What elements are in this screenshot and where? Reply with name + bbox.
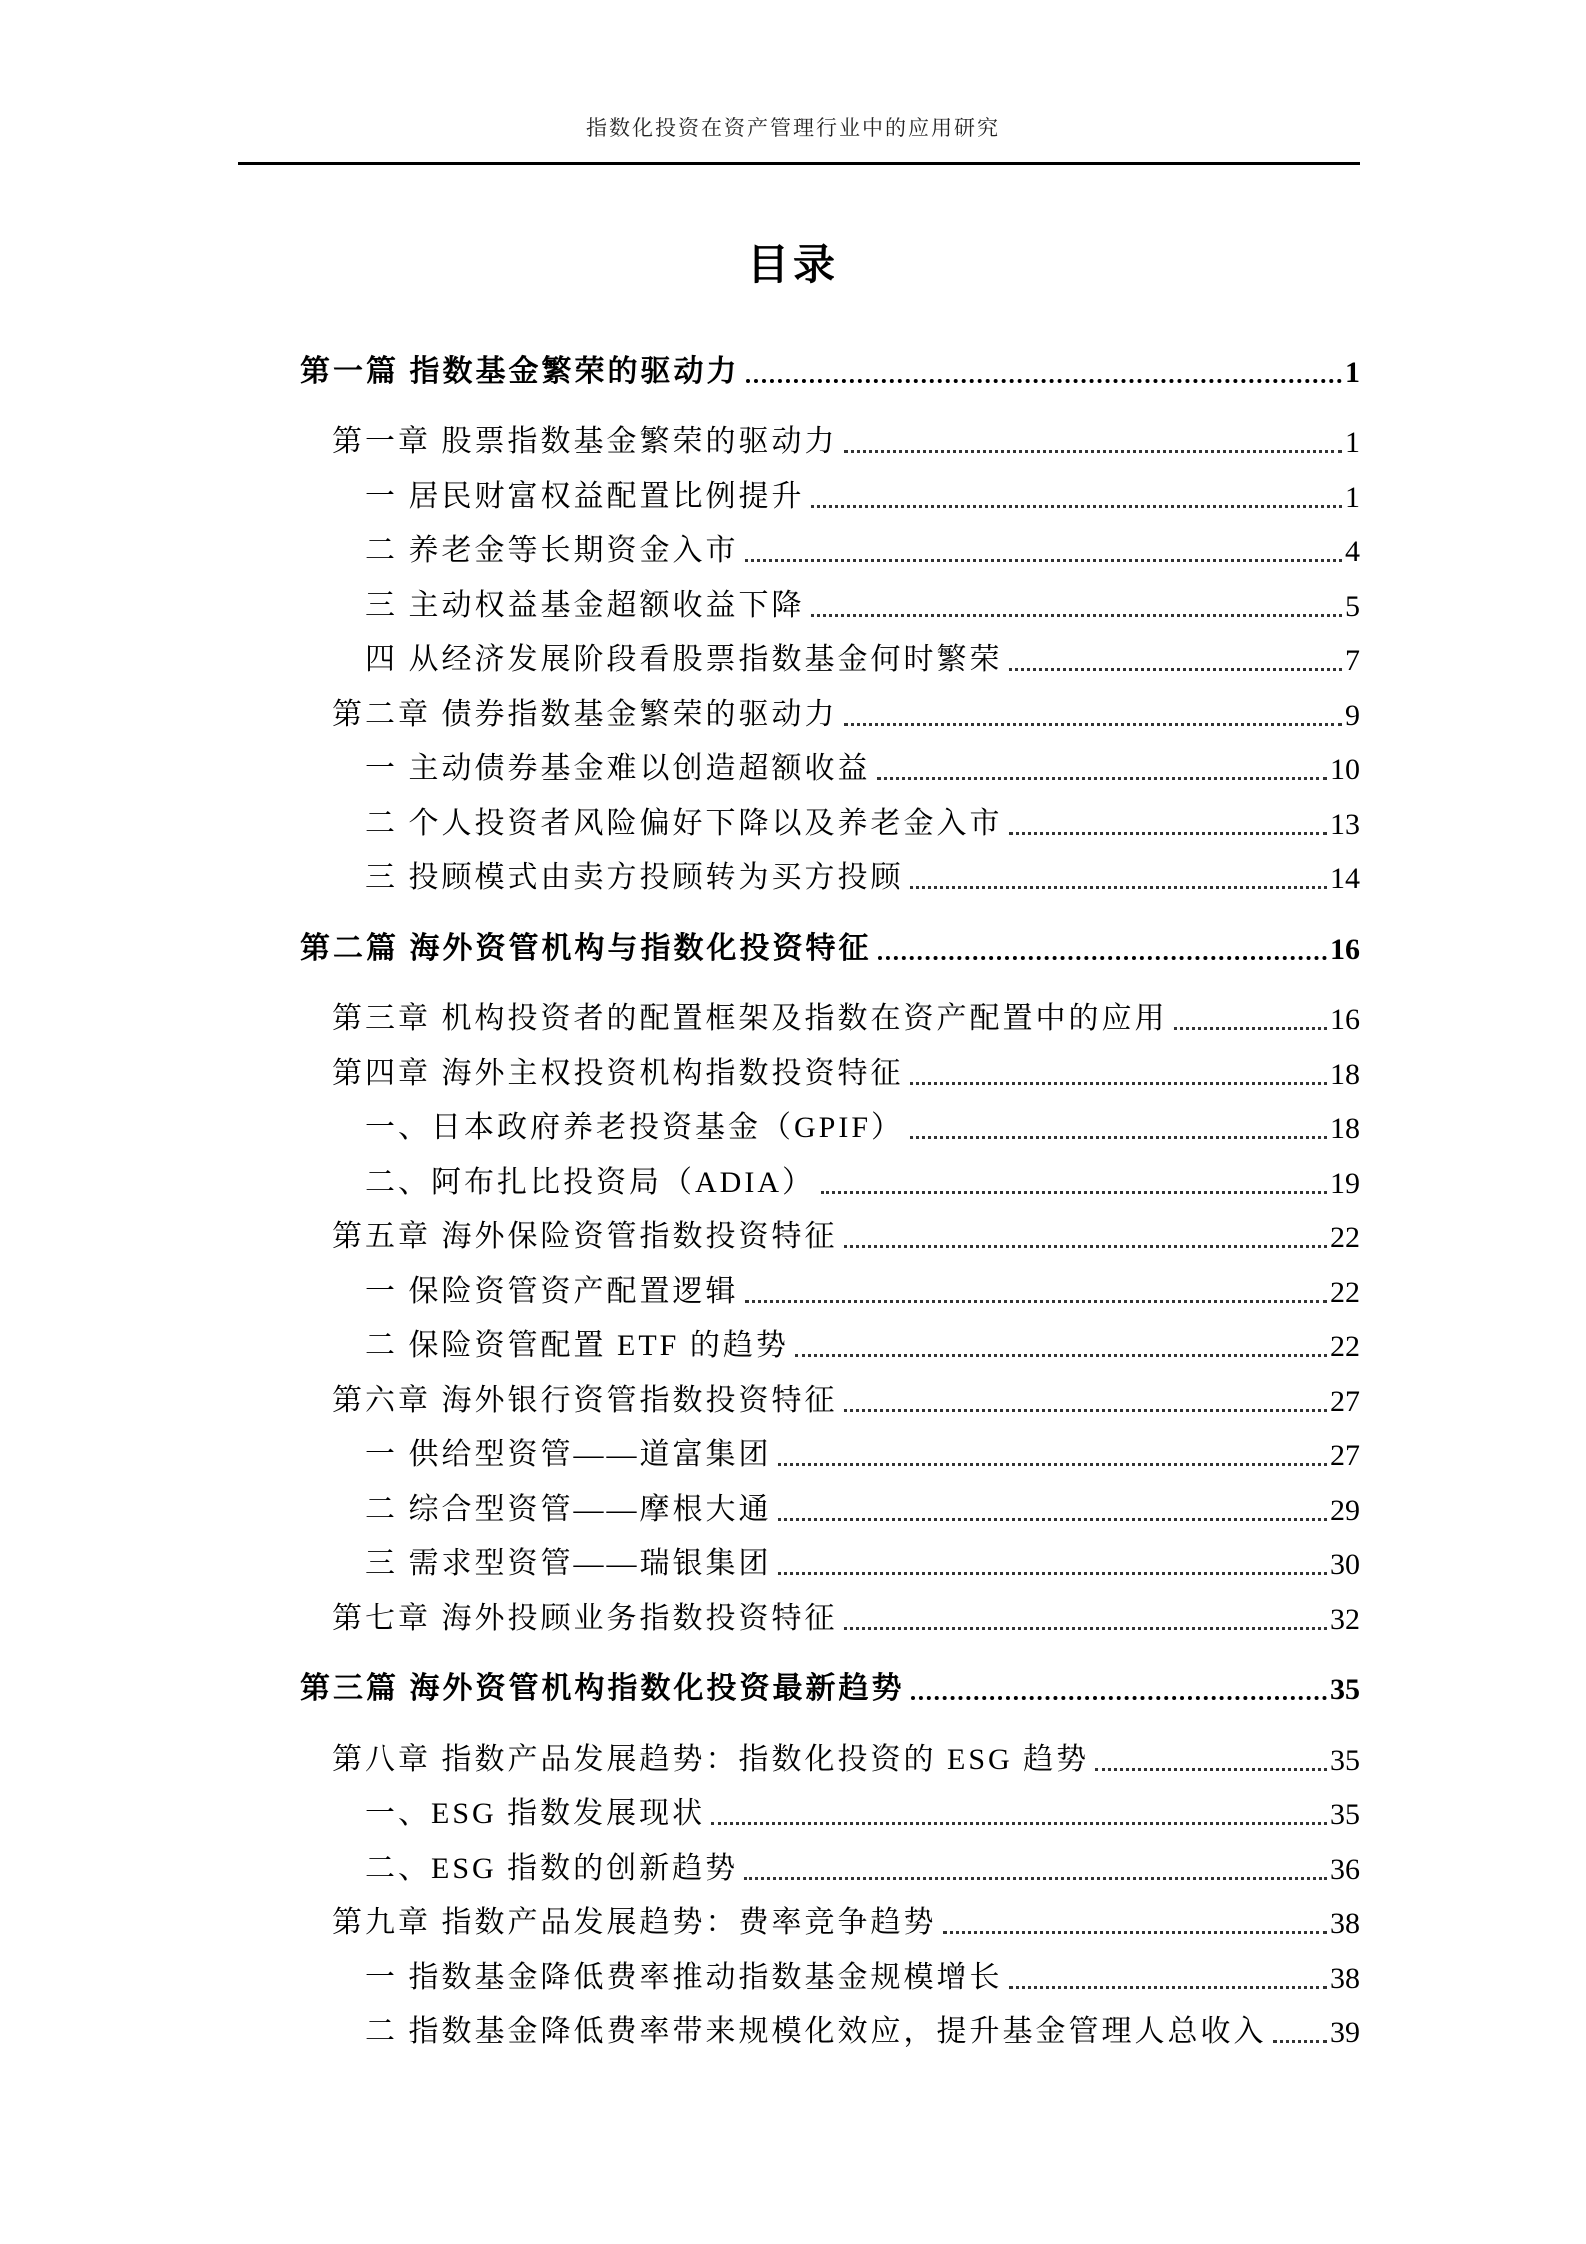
toc-entry-label: 一、日本政府养老投资基金（GPIF）	[365, 1111, 905, 1144]
toc-entry-label: 一 居民财富权益配置比例提升	[365, 479, 805, 513]
toc-entry-page: 35	[1330, 1673, 1360, 1706]
toc-entry-label: 第六章 海外银行资管指数投资特征	[332, 1383, 838, 1417]
toc-entry-page: 18	[1330, 1057, 1360, 1091]
toc-entry-label: 二 指数基金降低费率带来规模化效应，提升基金管理人总收入	[365, 2015, 1267, 2048]
dot-leader	[1009, 1986, 1328, 1989]
toc-entry-page: 38	[1330, 1907, 1360, 1940]
toc-entry-chapter[interactable]	[0, 1213, 1586, 1268]
toc-entry-page: 5	[1345, 589, 1360, 623]
toc-entry-label: 三 需求型资管——瑞银集团	[365, 1547, 772, 1580]
dot-leader	[878, 956, 1328, 960]
toc-entry-chapter[interactable]	[0, 1735, 1586, 1790]
dot-leader	[1009, 832, 1328, 835]
toc-entry-page: 16	[1330, 1003, 1360, 1036]
toc-entry-page: 27	[1330, 1439, 1360, 1472]
dot-leader	[811, 614, 1343, 617]
dot-leader	[778, 1518, 1328, 1521]
dot-leader	[778, 1463, 1328, 1466]
toc-entry-label: 四 从经济发展阶段看股票指数基金何时繁荣	[365, 643, 1003, 676]
toc-entry-section[interactable]	[0, 1267, 1586, 1322]
toc-entry-label: 第二篇 海外资管机构与指数化投资特征	[300, 931, 872, 965]
toc-entry-section[interactable]	[0, 1953, 1586, 2008]
toc-entry-label: 第三章 机构投资者的配置框架及指数在资产配置中的应用	[332, 1002, 1168, 1035]
toc-entry-section[interactable]	[0, 581, 1586, 636]
toc-entry-section[interactable]	[0, 1431, 1586, 1486]
toc-entry-label: 二 养老金等长期资金入市	[365, 534, 739, 567]
dot-leader	[811, 505, 1343, 508]
dot-leader	[844, 450, 1343, 453]
dot-leader	[910, 1082, 1328, 1085]
toc-entry-page: 1	[1345, 355, 1360, 389]
toc-entry-label: 一 指数基金降低费率推动指数基金规模增长	[365, 1960, 1003, 1994]
toc-entry-section[interactable]	[0, 1844, 1586, 1899]
toc-entry-label: 一 主动债券基金难以创造超额收益	[365, 752, 871, 785]
toc-entry-label: 二、ESG 指数的创新趋势	[365, 1851, 739, 1885]
toc-entry-label: 第二章 债券指数基金繁荣的驱动力	[332, 697, 838, 731]
dot-leader	[910, 886, 1328, 889]
dot-leader	[844, 1409, 1328, 1412]
toc-entry-part[interactable]	[0, 347, 1586, 402]
toc-entry-label: 第一篇 指数基金繁荣的驱动力	[300, 354, 740, 388]
toc-entry-label: 第三篇 海外资管机构指数化投资最新趋势	[300, 1672, 905, 1705]
toc-entry-label: 一 保险资管资产配置逻辑	[365, 1274, 739, 1308]
toc-entry-chapter[interactable]	[0, 1594, 1586, 1649]
toc-entry-page: 35	[1330, 1743, 1360, 1777]
toc-entry-page: 7	[1345, 644, 1360, 677]
dot-leader	[795, 1354, 1327, 1357]
toc-entry-section[interactable]	[0, 636, 1586, 691]
dot-leader	[877, 777, 1328, 780]
toc-entry-label: 二 保险资管配置 ETF 的趋势	[365, 1329, 789, 1362]
toc-entry-part[interactable]	[0, 1665, 1586, 1720]
toc-entry-chapter[interactable]	[0, 1376, 1586, 1431]
toc-entry-chapter[interactable]	[0, 418, 1586, 473]
toc-entry-page: 1	[1345, 426, 1360, 459]
toc-entry-page: 16	[1330, 932, 1360, 966]
toc-entry-page: 4	[1345, 535, 1360, 568]
toc-entry-section[interactable]	[0, 745, 1586, 800]
dot-leader	[1273, 2040, 1328, 2043]
toc-entry-section[interactable]	[0, 1485, 1586, 1540]
dot-leader	[910, 1136, 1327, 1139]
toc-entry-label: 第七章 海外投顾业务指数投资特征	[332, 1601, 838, 1635]
toc-entry-chapter[interactable]	[0, 1049, 1586, 1104]
toc-entry-section[interactable]	[0, 527, 1586, 582]
toc-entry-section[interactable]	[0, 1540, 1586, 1595]
toc-entry-section[interactable]	[0, 1322, 1586, 1377]
dot-leader	[1095, 1768, 1327, 1771]
dot-leader	[844, 723, 1343, 726]
toc-entry-page: 10	[1330, 753, 1360, 786]
toc-entry-page: 22	[1330, 1330, 1360, 1363]
toc-entry-page: 38	[1330, 1961, 1360, 1995]
toc-entry-page: 9	[1345, 698, 1360, 732]
running-header: 指数化投资在资产管理行业中的应用研究	[586, 116, 1000, 140]
dot-leader	[844, 1627, 1328, 1630]
toc-entry-label: 二 综合型资管——摩根大通	[365, 1492, 772, 1526]
toc-entry-label: 二 个人投资者风险偏好下降以及养老金入市	[365, 806, 1003, 840]
toc-entry-label: 第一章 股票指数基金繁荣的驱动力	[332, 425, 838, 458]
toc-entry-chapter[interactable]	[0, 1899, 1586, 1954]
toc-entry-page: 22	[1330, 1221, 1360, 1254]
toc-entry-page: 27	[1330, 1384, 1360, 1418]
dot-leader	[744, 1877, 1327, 1880]
dot-leader	[1009, 668, 1343, 671]
dot-leader	[911, 1696, 1328, 1700]
toc-entry-page: 39	[1330, 2016, 1360, 2049]
toc-entry-section[interactable]	[0, 854, 1586, 909]
toc-entry-page: 13	[1330, 807, 1360, 841]
toc-entry-page: 29	[1330, 1493, 1360, 1527]
toc-entry-label: 三 投顾模式由卖方投顾转为买方投顾	[365, 861, 904, 894]
dot-leader	[746, 379, 1343, 383]
toc-entry-chapter[interactable]	[0, 690, 1586, 745]
toc-entry-section[interactable]	[0, 799, 1586, 854]
toc-entry-label: 第八章 指数产品发展趋势：指数化投资的 ESG 趋势	[332, 1742, 1090, 1776]
dot-leader	[745, 1300, 1328, 1303]
dot-leader	[844, 1245, 1328, 1248]
toc-entry-section[interactable]	[0, 472, 1586, 527]
toc-entry-page: 36	[1330, 1852, 1360, 1886]
toc-entry-label: 一、ESG 指数发展现状	[365, 1797, 706, 1830]
dot-leader	[1174, 1027, 1328, 1030]
toc-entry-label: 三 主动权益基金超额收益下降	[365, 588, 805, 622]
toc-entry-page: 18	[1330, 1112, 1360, 1145]
toc-entry-page: 14	[1330, 862, 1360, 895]
toc-entry-section[interactable]	[0, 1104, 1586, 1159]
toc-entry-section[interactable]	[0, 1158, 1586, 1213]
dot-leader	[821, 1191, 1327, 1194]
toc-entry-section[interactable]	[0, 1790, 1586, 1845]
toc-entry-label: 第九章 指数产品发展趋势：费率竞争趋势	[332, 1906, 937, 1939]
header-rule	[238, 162, 1360, 165]
toc-entry-page: 35	[1330, 1798, 1360, 1831]
table-of-contents	[0, 347, 1586, 2062]
toc-entry-label: 二、阿布扎比投资局（ADIA）	[365, 1165, 815, 1199]
dot-leader	[943, 1931, 1328, 1934]
toc-entry-page: 19	[1330, 1166, 1360, 1200]
toc-entry-page: 32	[1330, 1602, 1360, 1636]
toc-entry-chapter[interactable]	[0, 995, 1586, 1050]
toc-entry-section[interactable]	[0, 2008, 1586, 2063]
toc-entry-page: 1	[1345, 480, 1360, 514]
toc-entry-page: 30	[1330, 1548, 1360, 1581]
dot-leader	[711, 1822, 1327, 1825]
toc-entry-label: 第五章 海外保险资管指数投资特征	[332, 1220, 838, 1253]
toc-entry-part[interactable]	[0, 924, 1586, 979]
toc-entry-page: 22	[1330, 1275, 1360, 1309]
page-title: 目录	[746, 243, 839, 289]
dot-leader	[745, 559, 1343, 562]
toc-entry-label: 第四章 海外主权投资机构指数投资特征	[332, 1056, 904, 1090]
toc-entry-label: 一 供给型资管——道富集团	[365, 1438, 772, 1471]
dot-leader	[778, 1572, 1328, 1575]
